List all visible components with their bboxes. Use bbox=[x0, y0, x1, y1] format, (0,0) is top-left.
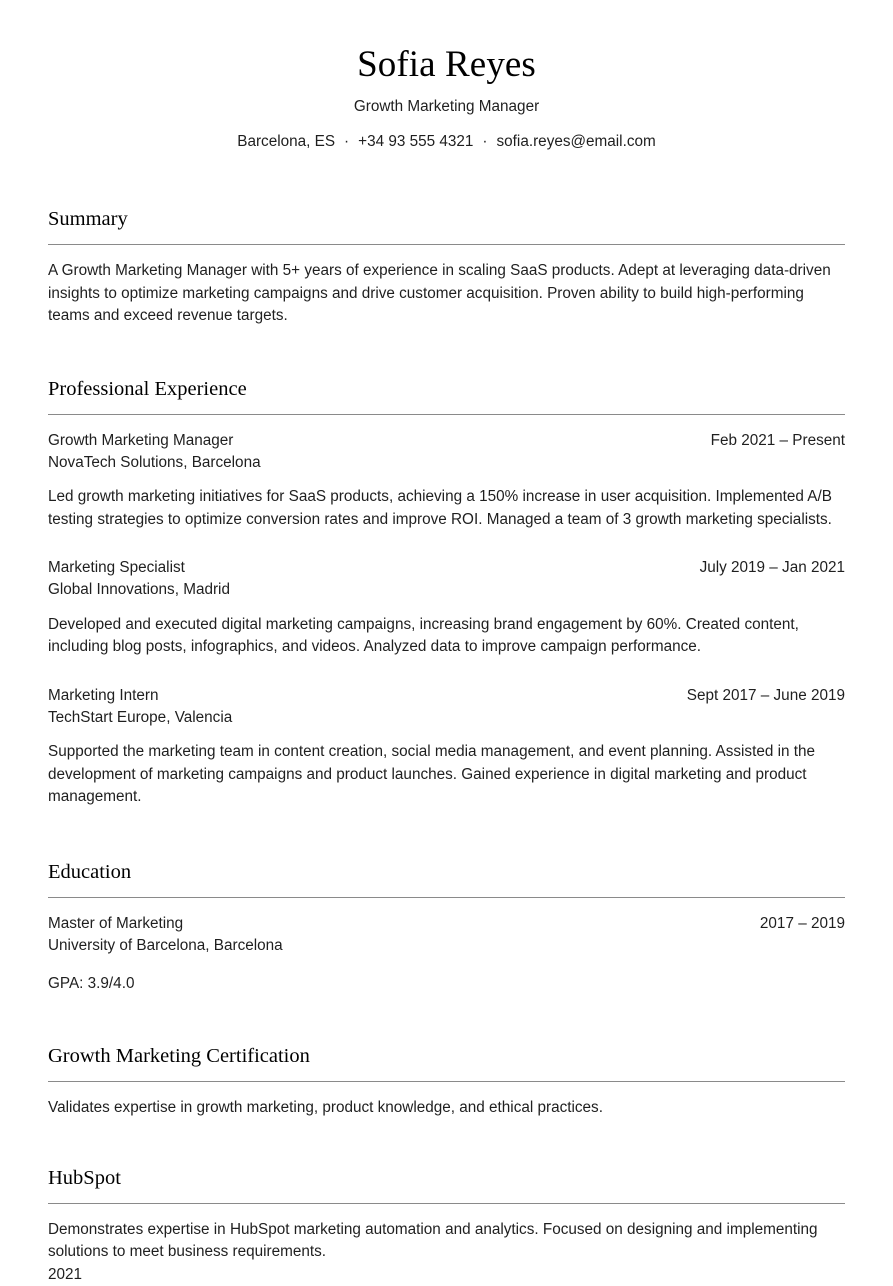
summary-body bbox=[48, 260, 845, 327]
contact-location: Barcelona, ES bbox=[237, 133, 335, 150]
section-divider bbox=[48, 1203, 845, 1204]
section-hubspot bbox=[48, 1166, 845, 1286]
experience-heading: Professional Experience bbox=[48, 377, 845, 401]
education-heading: Education bbox=[48, 860, 845, 884]
experience-employer: TechStart Europe, Valencia bbox=[48, 707, 845, 729]
certification-body bbox=[48, 1097, 845, 1119]
contact-separator-icon: · bbox=[473, 132, 496, 152]
education-entry-header bbox=[48, 913, 845, 935]
experience-employer: NovaTech Solutions, Barcelona bbox=[48, 452, 845, 474]
candidate-name: Sofia Reyes bbox=[48, 44, 845, 85]
section-divider bbox=[48, 897, 845, 898]
experience-entry-header bbox=[48, 685, 845, 707]
experience-description: Developed and executed digital marketing campaigns, increasing brand engagement by 60%. Created content, including blog posts, infographics, and videos. Analyzed data to improve campaign performance. bbox=[48, 614, 845, 659]
summary-text: A Growth Marketing Manager with 5+ years of experience in scaling SaaS products. Adept at leveraging data-driven insights to optimize marketing campaigns and drive customer acquisition. Proven ability to build high-performing teams and exceed revenue targets. bbox=[48, 260, 845, 327]
experience-job-title: Marketing Intern bbox=[48, 685, 159, 707]
experience-date-range: Feb 2021 – Present bbox=[711, 430, 845, 452]
experience-entry-header bbox=[48, 557, 845, 579]
hubspot-heading: HubSpot bbox=[48, 1166, 845, 1190]
contact-email: sofia.reyes@email.com bbox=[497, 133, 656, 150]
hubspot-description: Demonstrates expertise in HubSpot marketing automation and analytics. Focused on designing and implementing solutions to meet business requirements. bbox=[48, 1219, 845, 1264]
education-date-range: 2017 – 2019 bbox=[760, 913, 845, 935]
section-divider bbox=[48, 244, 845, 245]
experience-employer: Global Innovations, Madrid bbox=[48, 579, 845, 601]
contact-phone: +34 93 555 4321 bbox=[358, 133, 473, 150]
contact-line bbox=[48, 132, 845, 152]
section-divider bbox=[48, 414, 845, 415]
experience-entry-header bbox=[48, 430, 845, 452]
experience-entry bbox=[48, 430, 845, 531]
section-education bbox=[48, 860, 845, 996]
hubspot-year: 2021 bbox=[48, 1264, 845, 1286]
experience-job-title: Growth Marketing Manager bbox=[48, 430, 233, 452]
experience-description: Led growth marketing initiatives for SaaS products, achieving a 150% increase in user acquisition. Implemented A/B testing strategies to optimize conversion rates and improve ROI. Managed a team of 3 growth marketing specialists. bbox=[48, 486, 845, 531]
experience-body bbox=[48, 430, 845, 809]
summary-heading: Summary bbox=[48, 207, 845, 231]
certification-heading: Growth Marketing Certification bbox=[48, 1044, 845, 1068]
section-growth-marketing-certification bbox=[48, 1044, 845, 1120]
resume-header bbox=[48, 0, 845, 152]
section-divider bbox=[48, 1081, 845, 1082]
education-entry bbox=[48, 913, 845, 996]
hubspot-body bbox=[48, 1219, 845, 1286]
candidate-job-title: Growth Marketing Manager bbox=[48, 97, 845, 117]
experience-entry bbox=[48, 685, 845, 809]
experience-date-range: July 2019 – Jan 2021 bbox=[700, 557, 845, 579]
education-body bbox=[48, 913, 845, 996]
experience-job-title: Marketing Specialist bbox=[48, 557, 185, 579]
section-experience bbox=[48, 377, 845, 809]
experience-entry bbox=[48, 557, 845, 658]
education-school: University of Barcelona, Barcelona bbox=[48, 935, 845, 957]
education-degree: Master of Marketing bbox=[48, 913, 183, 935]
education-gpa: GPA: 3.9/4.0 bbox=[48, 973, 845, 995]
experience-description: Supported the marketing team in content creation, social media management, and event planning. Assisted in the development of marketing campaigns and product launches. Gained experience in digital marketing and product management. bbox=[48, 741, 845, 808]
experience-date-range: Sept 2017 – June 2019 bbox=[687, 685, 845, 707]
contact-separator-icon: · bbox=[335, 132, 358, 152]
section-summary bbox=[48, 207, 845, 328]
certification-description: Validates expertise in growth marketing, product knowledge, and ethical practices. bbox=[48, 1097, 845, 1119]
